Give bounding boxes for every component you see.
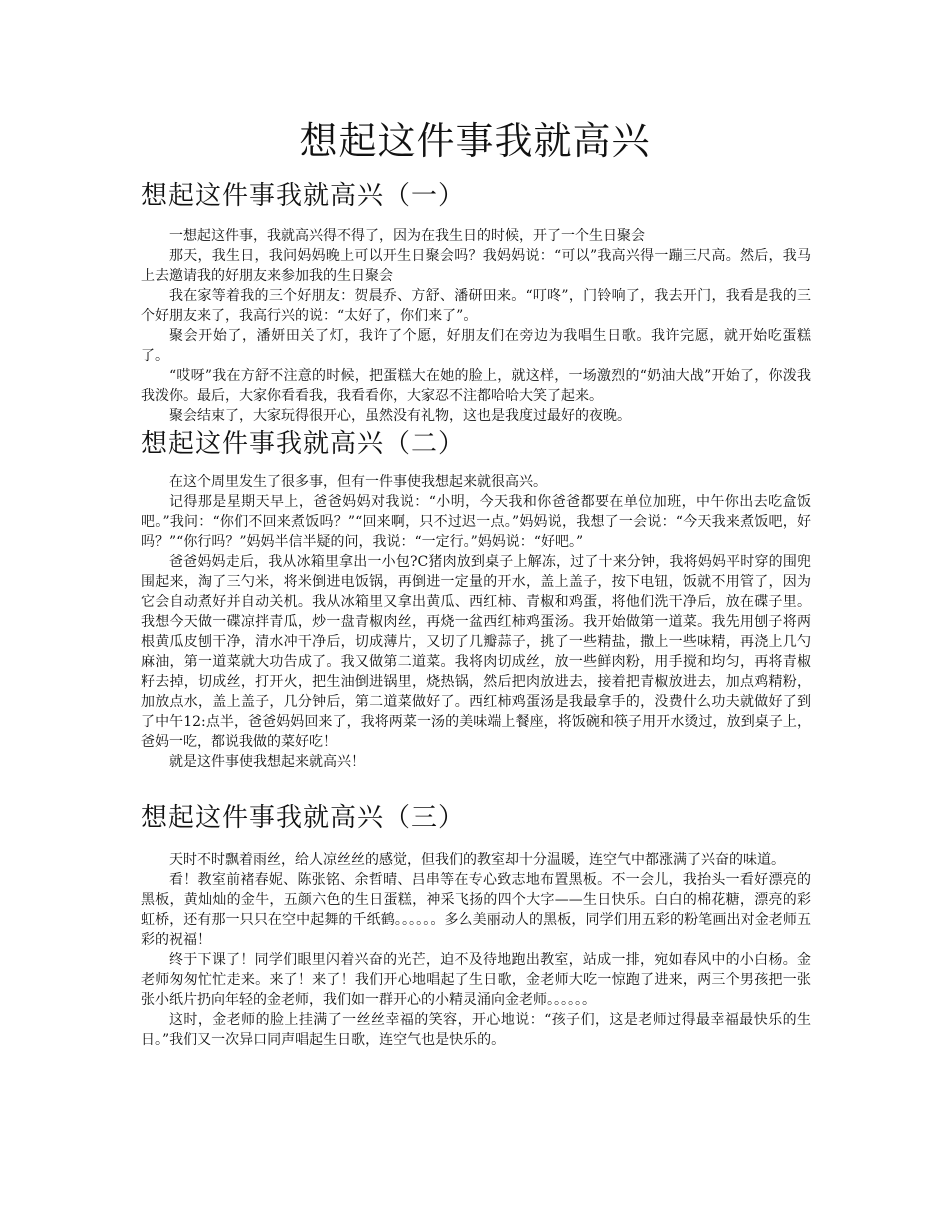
paragraph: 那天，我生日，我问妈妈晚上可以开生日聚会吗？我妈妈说：“可以”我高兴得一蹦三尺高。然后，我马上去邀请我的好朋友来参加我的生日聚会: [141, 248, 811, 284]
paragraph: 在这个周里发生了很多事，但有一件事使我想起来就很高兴。: [169, 474, 547, 490]
section-heading: 想起这件事我就高兴（三）: [141, 803, 466, 833]
section-1: [141, 180, 811, 426]
paragraph: 这时，金老师的脸上挂满了一丝丝幸福的笑容，开心地说：“孩子们，这是老师过得最幸福最快乐的生日。”我们又一次异口同声唱起生日歌，连空气也是快乐的。: [141, 1012, 811, 1048]
section-body: [141, 472, 811, 772]
paragraph: 天时不时飘着雨丝，给人凉丝丝的感觉，但我们的教室却十分温暖，连空气中都涨满了兴奋的味道。: [169, 852, 785, 868]
paragraph: 聚会结束了，大家玩得很开心，虽然没有礼物，这也是我度过最好的夜晚。: [169, 408, 631, 424]
section-heading: 想起这件事我就高兴（一）: [141, 181, 466, 211]
section-2: [141, 428, 811, 772]
document-title: 想起这件事我就高兴: [299, 119, 651, 163]
paragraph: 我在家等着我的三个好朋友：贺晨乔、方舒、潘研田来。“叮咚”，门铃响了，我去开门，我看是我的三个好朋友来了，我高行兴的说：“太好了，你们来了”。: [141, 288, 811, 324]
section-body: [141, 850, 811, 1050]
paragraph: 聚会开始了，潘妍田关了灯，我许了个愿，好朋友们在旁边为我唱生日歌。我许完愿，就开始吃蛋糕了。: [141, 328, 811, 364]
paragraph: 记得那是星期天早上，爸爸妈妈对我说：“小明，今天我和你爸爸都要在单位加班，中午你出去吃盒饭吧。”我问：“你们不回来煮饭吗？”“回来啊，只不过迟一点。”妈妈说，我想了一会说：“今天我来煮饭吧，好吗？”“你行吗？”妈妈半信半疑的问，我说：“一定行。”妈妈说：“好吧。”: [141, 494, 811, 550]
section-body: [141, 226, 811, 426]
paragraph: 爸爸妈妈走后，我从冰箱里拿出一小包?C猪肉放到桌子上解冻，过了十来分钟，我将妈妈平时穿的围兜围起来，淘了三勺米，将米倒进电饭锅，再倒进一定量的开水，盖上盖子，按下电钮，饭就不用管了，因为它会自动煮好并自动关机。我从冰箱里又拿出黄瓜、西红柿、青椒和鸡蛋，将他们洗干净后，放在碟子里。我想今天做一碟凉拌青瓜，炒一盘青椒肉丝，再烧一盆西红柿鸡蛋汤。我开始做第一道菜。我先用刨子将两根黄瓜皮刨干净，清水冲干净后，切成薄片，又切了几瓣蒜子，挑了一些精盐，撒上一些味精，再浇上几勺麻油，第一道菜就大功告成了。我又做第二道菜。我将肉切成丝，放一些鲜肉粉，用手搅和均匀，再将青椒籽去掉，切成丝，打开火，把生油倒进锅里，烧热锅，然后把肉放进去，接着把青椒放进去，加点鸡精粉，加放点水，盖上盖子，几分钟后，第二道菜做好了。西红柿鸡蛋汤是我最拿手的，没费什么功夫就做好了到了中午12:点半，爸爸妈妈回来了，我将两菜一汤的美味端上餐座，将饭碗和筷子用开水烫过，放到桌子上，爸妈一吃，都说我做的菜好吃！: [141, 554, 811, 750]
paragraph: 看！教室前褚春妮、陈张铭、余哲晴、吕串等在专心致志地布置黑板。不一会儿，我抬头一看好漂亮的黑板，黄灿灿的金牛，五颜六色的生日蛋糕，神采飞扬的四个大字——生日快乐。白白的棉花糖，漂亮的彩虹桥，还有那一只只在空中起舞的千纸鹤。。。。。。多么美丽动人的黑板，同学们用五彩的粉笔画出对金老师五彩的祝福！: [141, 872, 811, 948]
paragraph: 就是这件事使我想起来就高兴！: [169, 754, 365, 770]
section-heading: 想起这件事我就高兴（二）: [141, 429, 466, 459]
paragraph: “哎呀”我在方舒不注意的时候，把蛋糕大在她的脸上，就这样，一场激烈的“奶油大战”开始了，你泼我我泼你。最后，大家你看看我，我看看你，大家忍不注都哈哈大笑了起来。: [141, 368, 811, 404]
paragraph: 终于下课了！同学们眼里闪着兴奋的光芒，迫不及待地跑出教室，站成一排，宛如春风中的小白杨。金老师匆匆忙忙走来。来了！来了！我们开心地唱起了生日歌，金老师大吃一惊跑了进来，两三个男孩把一张张小纸片扔向年轻的金老师，我们如一群开心的小精灵涌向金老师。。。。。。: [141, 952, 811, 1008]
paragraph: 一想起这件事，我就高兴得不得了，因为在我生日的时候，开了一个生日聚会: [169, 228, 645, 244]
section-3: [141, 802, 811, 1050]
